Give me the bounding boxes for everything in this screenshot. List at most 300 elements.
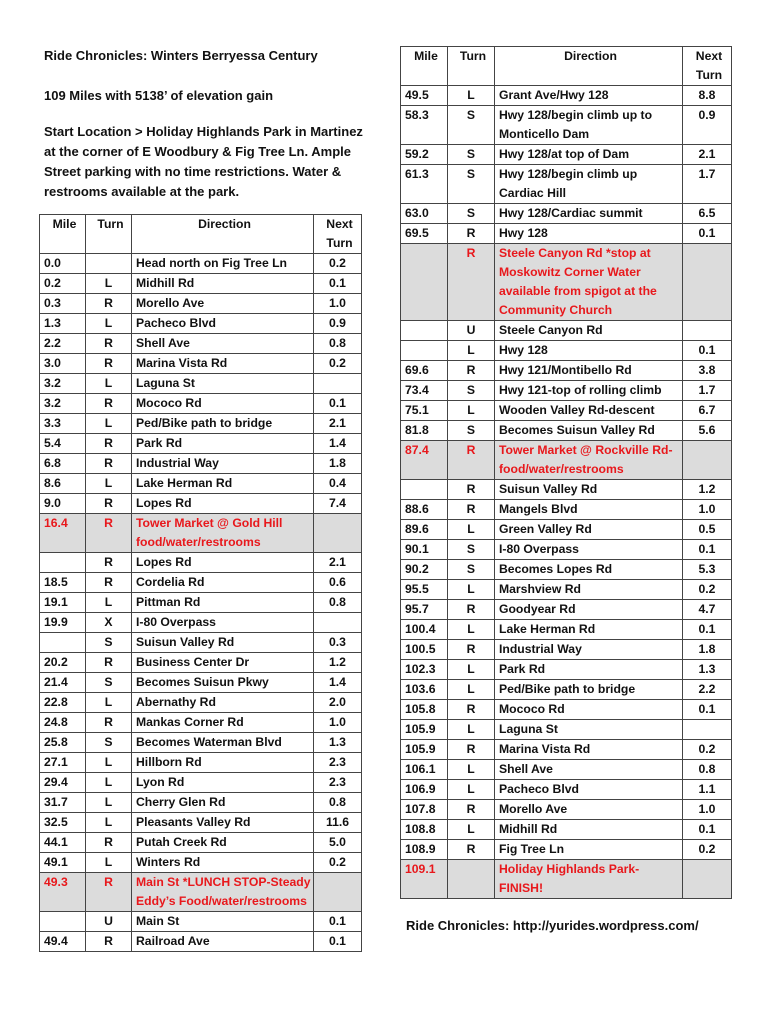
turn-cell: R bbox=[86, 334, 132, 354]
turn-cell: R bbox=[86, 354, 132, 374]
document-title: Ride Chronicles: Winters Berryessa Century bbox=[44, 48, 318, 63]
direction-cell: Mococo Rd bbox=[495, 700, 683, 720]
direction-cell: Railroad Ave bbox=[132, 932, 314, 952]
mile-cell: 6.8 bbox=[40, 454, 86, 474]
next-turn-cell: 0.1 bbox=[683, 341, 732, 361]
direction-cell: Winters Rd bbox=[132, 853, 314, 873]
next-turn-cell: 5.0 bbox=[314, 833, 362, 853]
mile-cell: 90.1 bbox=[401, 540, 448, 560]
mile-cell bbox=[40, 633, 86, 653]
mile-cell: 105.9 bbox=[401, 740, 448, 760]
direction-cell: Midhill Rd bbox=[132, 274, 314, 294]
highlight-row bbox=[401, 244, 732, 321]
turn-cell: U bbox=[86, 912, 132, 932]
direction-cell: Hwy 121/Montibello Rd bbox=[495, 361, 683, 381]
direction-cell: I-80 Overpass bbox=[132, 613, 314, 633]
next-turn-cell: 6.7 bbox=[683, 401, 732, 421]
next-turn-cell: 0.8 bbox=[314, 334, 362, 354]
table-row bbox=[40, 653, 362, 673]
next-turn-cell: 1.2 bbox=[314, 653, 362, 673]
header-mile: Mile bbox=[401, 47, 448, 86]
table-row bbox=[40, 593, 362, 613]
header-next-turn: Next Turn bbox=[314, 215, 362, 254]
table-row bbox=[40, 713, 362, 733]
turn-cell: S bbox=[448, 204, 495, 224]
mile-cell: 58.3 bbox=[401, 106, 448, 145]
mile-cell: 81.8 bbox=[401, 421, 448, 441]
mile-cell: 0.0 bbox=[40, 254, 86, 274]
next-turn-cell: 0.2 bbox=[683, 740, 732, 760]
mile-cell: 95.5 bbox=[401, 580, 448, 600]
turn-cell: S bbox=[448, 106, 495, 145]
table-row bbox=[40, 673, 362, 693]
mile-cell: 105.8 bbox=[401, 700, 448, 720]
highlight-row bbox=[401, 441, 732, 480]
direction-cell: Cordelia Rd bbox=[132, 573, 314, 593]
next-turn-cell bbox=[314, 514, 362, 553]
next-turn-cell: 2.3 bbox=[314, 753, 362, 773]
table-row bbox=[401, 620, 732, 640]
direction-cell: Morello Ave bbox=[495, 800, 683, 820]
table-row bbox=[40, 354, 362, 374]
turn-cell: L bbox=[448, 660, 495, 680]
direction-cell: Shell Ave bbox=[495, 760, 683, 780]
table-row bbox=[40, 314, 362, 334]
table-header-row bbox=[40, 215, 362, 254]
next-turn-cell: 1.0 bbox=[683, 500, 732, 520]
turn-cell: R bbox=[86, 573, 132, 593]
next-turn-cell: 0.8 bbox=[314, 593, 362, 613]
turn-cell: X bbox=[86, 613, 132, 633]
mile-cell bbox=[401, 341, 448, 361]
next-turn-cell: 0.5 bbox=[683, 520, 732, 540]
mile-cell: 100.4 bbox=[401, 620, 448, 640]
next-turn-cell: 6.5 bbox=[683, 204, 732, 224]
mile-cell bbox=[401, 480, 448, 500]
mile-cell: 89.6 bbox=[401, 520, 448, 540]
mile-cell: 49.4 bbox=[40, 932, 86, 952]
turn-cell: R bbox=[448, 800, 495, 820]
turn-cell: R bbox=[448, 740, 495, 760]
direction-cell: Becomes Suisun Valley Rd bbox=[495, 421, 683, 441]
next-turn-cell: 0.8 bbox=[314, 793, 362, 813]
mile-cell: 22.8 bbox=[40, 693, 86, 713]
next-turn-cell: 5.3 bbox=[683, 560, 732, 580]
turn-cell: R bbox=[86, 514, 132, 553]
mile-cell bbox=[40, 553, 86, 573]
table-row bbox=[40, 912, 362, 932]
direction-cell: Goodyear Rd bbox=[495, 600, 683, 620]
turn-cell: S bbox=[448, 165, 495, 204]
highlight-row bbox=[401, 860, 732, 899]
direction-cell: Lake Herman Rd bbox=[132, 474, 314, 494]
direction-cell: Pacheco Blvd bbox=[132, 314, 314, 334]
next-turn-cell: 1.4 bbox=[314, 434, 362, 454]
next-turn-cell: 1.7 bbox=[683, 165, 732, 204]
direction-cell: Mangels Blvd bbox=[495, 500, 683, 520]
direction-cell: Laguna St bbox=[495, 720, 683, 740]
table-row bbox=[401, 720, 732, 740]
turn-cell: R bbox=[448, 640, 495, 660]
turn-cell: R bbox=[86, 434, 132, 454]
mile-cell: 3.2 bbox=[40, 394, 86, 414]
turn-cell: S bbox=[86, 633, 132, 653]
direction-cell: Green Valley Rd bbox=[495, 520, 683, 540]
mile-cell: 29.4 bbox=[40, 773, 86, 793]
direction-cell: Lopes Rd bbox=[132, 553, 314, 573]
turn-cell: R bbox=[448, 500, 495, 520]
turn-cell bbox=[448, 860, 495, 899]
next-turn-cell: 1.0 bbox=[314, 294, 362, 314]
direction-cell: Hwy 121-top of rolling climb bbox=[495, 381, 683, 401]
turn-cell: L bbox=[448, 760, 495, 780]
direction-cell: Ped/Bike path to bridge bbox=[495, 680, 683, 700]
table-row bbox=[401, 520, 732, 540]
table-row bbox=[401, 740, 732, 760]
next-turn-cell: 1.7 bbox=[683, 381, 732, 401]
next-turn-cell: 0.2 bbox=[314, 254, 362, 274]
direction-cell: Head north on Fig Tree Ln bbox=[132, 254, 314, 274]
mile-cell: 31.7 bbox=[40, 793, 86, 813]
header-mile: Mile bbox=[40, 215, 86, 254]
next-turn-cell: 0.1 bbox=[314, 394, 362, 414]
mile-cell: 61.3 bbox=[401, 165, 448, 204]
next-turn-cell: 1.2 bbox=[683, 480, 732, 500]
next-turn-cell: 0.1 bbox=[314, 912, 362, 932]
next-turn-cell: 0.1 bbox=[683, 820, 732, 840]
direction-cell: Hwy 128/begin climb up to Monticello Dam bbox=[495, 106, 683, 145]
next-turn-cell: 0.2 bbox=[683, 840, 732, 860]
next-turn-cell: 0.2 bbox=[314, 853, 362, 873]
turn-cell bbox=[86, 254, 132, 274]
next-turn-cell: 1.3 bbox=[683, 660, 732, 680]
next-turn-cell: 1.8 bbox=[314, 454, 362, 474]
direction-cell: Holiday Highlands Park-FINISH! bbox=[495, 860, 683, 899]
turn-cell: R bbox=[86, 454, 132, 474]
mile-cell: 0.3 bbox=[40, 294, 86, 314]
direction-cell: Abernathy Rd bbox=[132, 693, 314, 713]
intro-block bbox=[44, 46, 374, 216]
mile-cell: 69.6 bbox=[401, 361, 448, 381]
direction-cell: Hwy 128 bbox=[495, 341, 683, 361]
direction-cell: Midhill Rd bbox=[495, 820, 683, 840]
next-turn-cell: 0.6 bbox=[314, 573, 362, 593]
turn-cell: L bbox=[448, 620, 495, 640]
direction-cell: Park Rd bbox=[495, 660, 683, 680]
table-row bbox=[401, 381, 732, 401]
mile-cell: 5.4 bbox=[40, 434, 86, 454]
mile-cell: 106.1 bbox=[401, 760, 448, 780]
next-turn-cell: 1.1 bbox=[683, 780, 732, 800]
mile-cell: 49.1 bbox=[40, 853, 86, 873]
next-turn-cell: 0.9 bbox=[314, 314, 362, 334]
mile-cell: 59.2 bbox=[401, 145, 448, 165]
table-row bbox=[40, 753, 362, 773]
table-row bbox=[401, 321, 732, 341]
header-turn: Turn bbox=[448, 47, 495, 86]
turn-cell: R bbox=[448, 361, 495, 381]
mile-cell: 105.9 bbox=[401, 720, 448, 740]
mile-cell bbox=[40, 912, 86, 932]
turn-cell: L bbox=[86, 274, 132, 294]
turn-cell: L bbox=[86, 813, 132, 833]
mile-cell: 3.3 bbox=[40, 414, 86, 434]
next-turn-cell: 0.1 bbox=[314, 274, 362, 294]
turn-cell: L bbox=[448, 341, 495, 361]
turn-cell: R bbox=[448, 600, 495, 620]
next-turn-cell: 2.3 bbox=[314, 773, 362, 793]
mile-cell: 9.0 bbox=[40, 494, 86, 514]
table-row bbox=[401, 600, 732, 620]
direction-cell: Marina Vista Rd bbox=[132, 354, 314, 374]
mile-cell bbox=[401, 244, 448, 321]
table-row bbox=[401, 401, 732, 421]
turn-cell: S bbox=[86, 733, 132, 753]
direction-cell: Laguna St bbox=[132, 374, 314, 394]
next-turn-cell: 1.3 bbox=[314, 733, 362, 753]
mile-cell: 32.5 bbox=[40, 813, 86, 833]
table-row bbox=[40, 932, 362, 952]
direction-cell: Cherry Glen Rd bbox=[132, 793, 314, 813]
mile-cell: 49.5 bbox=[401, 86, 448, 106]
table-row bbox=[40, 733, 362, 753]
turn-cell: R bbox=[86, 553, 132, 573]
mile-cell: 3.0 bbox=[40, 354, 86, 374]
next-turn-cell: 0.2 bbox=[683, 580, 732, 600]
mile-cell: 16.4 bbox=[40, 514, 86, 553]
turn-cell: R bbox=[86, 294, 132, 314]
table-row bbox=[40, 474, 362, 494]
mile-cell: 24.8 bbox=[40, 713, 86, 733]
table-row bbox=[40, 434, 362, 454]
turn-cell: R bbox=[448, 224, 495, 244]
mile-cell: 44.1 bbox=[40, 833, 86, 853]
table-row bbox=[40, 274, 362, 294]
turn-cell: R bbox=[448, 244, 495, 321]
direction-cell: Industrial Way bbox=[132, 454, 314, 474]
direction-cell: Mankas Corner Rd bbox=[132, 713, 314, 733]
table-row bbox=[401, 86, 732, 106]
distance-summary: 109 Miles with 5138’ of elevation gain bbox=[44, 88, 274, 103]
mile-cell: 8.6 bbox=[40, 474, 86, 494]
turn-cell: R bbox=[448, 441, 495, 480]
table-row bbox=[401, 421, 732, 441]
table-row bbox=[40, 813, 362, 833]
mile-cell: 27.1 bbox=[40, 753, 86, 773]
footer-credit: Ride Chronicles: http://yurides.wordpress.com/ bbox=[406, 918, 699, 933]
turn-cell: L bbox=[86, 474, 132, 494]
mile-cell: 3.2 bbox=[40, 374, 86, 394]
turn-cell: S bbox=[448, 540, 495, 560]
turn-cell: L bbox=[86, 793, 132, 813]
mile-cell: 88.6 bbox=[401, 500, 448, 520]
turn-cell: L bbox=[448, 780, 495, 800]
turn-cell: R bbox=[86, 932, 132, 952]
direction-cell: Marina Vista Rd bbox=[495, 740, 683, 760]
next-turn-cell: 2.1 bbox=[683, 145, 732, 165]
direction-cell: Hwy 128/at top of Dam bbox=[495, 145, 683, 165]
next-turn-cell: 5.6 bbox=[683, 421, 732, 441]
table-row bbox=[401, 660, 732, 680]
table-row bbox=[401, 840, 732, 860]
table-row bbox=[401, 106, 732, 145]
mile-cell bbox=[401, 321, 448, 341]
direction-cell: Lyon Rd bbox=[132, 773, 314, 793]
direction-cell: Steele Canyon Rd bbox=[495, 321, 683, 341]
direction-cell: Tower Market @ Gold Hill food/water/restrooms bbox=[132, 514, 314, 553]
turn-cell: R bbox=[86, 394, 132, 414]
direction-cell: Ped/Bike path to bridge bbox=[132, 414, 314, 434]
mile-cell: 108.9 bbox=[401, 840, 448, 860]
next-turn-cell: 0.2 bbox=[314, 354, 362, 374]
header-turn: Turn bbox=[86, 215, 132, 254]
next-turn-cell: 0.1 bbox=[683, 700, 732, 720]
table-row bbox=[40, 334, 362, 354]
next-turn-cell bbox=[314, 873, 362, 912]
next-turn-cell bbox=[683, 321, 732, 341]
direction-cell: Pittman Rd bbox=[132, 593, 314, 613]
table-row bbox=[40, 693, 362, 713]
table-header-row bbox=[401, 47, 732, 86]
turn-cell: L bbox=[86, 753, 132, 773]
next-turn-cell: 2.1 bbox=[314, 553, 362, 573]
direction-cell: Business Center Dr bbox=[132, 653, 314, 673]
mile-cell: 19.9 bbox=[40, 613, 86, 633]
turn-cell: R bbox=[448, 700, 495, 720]
turn-cell: L bbox=[86, 773, 132, 793]
turn-cell: L bbox=[448, 680, 495, 700]
direction-cell: Suisun Valley Rd bbox=[495, 480, 683, 500]
next-turn-cell: 8.8 bbox=[683, 86, 732, 106]
direction-cell: Lake Herman Rd bbox=[495, 620, 683, 640]
table-row bbox=[40, 633, 362, 653]
next-turn-cell: 1.0 bbox=[683, 800, 732, 820]
next-turn-cell bbox=[683, 860, 732, 899]
table-row bbox=[401, 780, 732, 800]
table-row bbox=[40, 454, 362, 474]
direction-cell: Hillborn Rd bbox=[132, 753, 314, 773]
header-direction: Direction bbox=[495, 47, 683, 86]
table-row bbox=[401, 361, 732, 381]
direction-cell: Hwy 128/begin climb up Cardiac Hill bbox=[495, 165, 683, 204]
table-row bbox=[40, 374, 362, 394]
table-row bbox=[401, 165, 732, 204]
mile-cell: 73.4 bbox=[401, 381, 448, 401]
mile-cell: 103.6 bbox=[401, 680, 448, 700]
table-row bbox=[401, 341, 732, 361]
table-row bbox=[40, 573, 362, 593]
next-turn-cell bbox=[683, 244, 732, 321]
direction-cell: Becomes Waterman Blvd bbox=[132, 733, 314, 753]
header-next-turn: Next Turn bbox=[683, 47, 732, 86]
direction-cell: Industrial Way bbox=[495, 640, 683, 660]
turn-cell: L bbox=[448, 720, 495, 740]
turn-cell: S bbox=[448, 560, 495, 580]
direction-cell: Main St bbox=[132, 912, 314, 932]
mile-cell: 18.5 bbox=[40, 573, 86, 593]
next-turn-cell: 2.0 bbox=[314, 693, 362, 713]
mile-cell: 108.8 bbox=[401, 820, 448, 840]
direction-cell: Tower Market @ Rockville Rd-food/water/restrooms bbox=[495, 441, 683, 480]
table-row bbox=[40, 494, 362, 514]
table-row bbox=[401, 145, 732, 165]
direction-cell: Steele Canyon Rd *stop at Moskowitz Corner Water available from spigot at the Community Church bbox=[495, 244, 683, 321]
turn-cell: L bbox=[448, 580, 495, 600]
next-turn-cell: 0.8 bbox=[683, 760, 732, 780]
turn-cell: R bbox=[86, 833, 132, 853]
direction-cell: Lopes Rd bbox=[132, 494, 314, 514]
next-turn-cell: 4.7 bbox=[683, 600, 732, 620]
mile-cell: 109.1 bbox=[401, 860, 448, 899]
direction-cell: Grant Ave/Hwy 128 bbox=[495, 86, 683, 106]
mile-cell: 106.9 bbox=[401, 780, 448, 800]
next-turn-cell: 2.1 bbox=[314, 414, 362, 434]
mile-cell: 19.1 bbox=[40, 593, 86, 613]
turn-cell: S bbox=[448, 145, 495, 165]
mile-cell: 25.8 bbox=[40, 733, 86, 753]
direction-cell: Fig Tree Ln bbox=[495, 840, 683, 860]
turn-cell: L bbox=[86, 853, 132, 873]
table-row bbox=[401, 760, 732, 780]
table-row bbox=[40, 414, 362, 434]
mile-cell: 107.8 bbox=[401, 800, 448, 820]
table-row bbox=[40, 833, 362, 853]
direction-cell: Becomes Suisun Pkwy bbox=[132, 673, 314, 693]
table-row bbox=[401, 640, 732, 660]
table-row bbox=[401, 560, 732, 580]
next-turn-cell: 7.4 bbox=[314, 494, 362, 514]
next-turn-cell bbox=[683, 441, 732, 480]
next-turn-cell: 0.1 bbox=[683, 620, 732, 640]
direction-cell: Hwy 128 bbox=[495, 224, 683, 244]
turn-cell: L bbox=[448, 520, 495, 540]
table-row bbox=[401, 540, 732, 560]
highlight-row bbox=[40, 514, 362, 553]
mile-cell: 1.3 bbox=[40, 314, 86, 334]
turn-cell: L bbox=[86, 414, 132, 434]
next-turn-cell: 11.6 bbox=[314, 813, 362, 833]
header-direction: Direction bbox=[132, 215, 314, 254]
turn-cell: L bbox=[448, 401, 495, 421]
table-row bbox=[401, 480, 732, 500]
table-row bbox=[401, 700, 732, 720]
turn-cell: L bbox=[448, 86, 495, 106]
mile-cell: 87.4 bbox=[401, 441, 448, 480]
direction-cell: Marshview Rd bbox=[495, 580, 683, 600]
table-row bbox=[401, 204, 732, 224]
turn-cell: R bbox=[86, 653, 132, 673]
direction-cell: Putah Creek Rd bbox=[132, 833, 314, 853]
turn-cell: R bbox=[448, 480, 495, 500]
next-turn-cell: 3.8 bbox=[683, 361, 732, 381]
next-turn-cell: 0.1 bbox=[683, 224, 732, 244]
table-row bbox=[401, 680, 732, 700]
turn-cell: R bbox=[86, 713, 132, 733]
direction-cell: Suisun Valley Rd bbox=[132, 633, 314, 653]
table-row bbox=[401, 500, 732, 520]
turn-cell: R bbox=[86, 494, 132, 514]
next-turn-cell: 0.9 bbox=[683, 106, 732, 145]
mile-cell: 75.1 bbox=[401, 401, 448, 421]
mile-cell: 49.3 bbox=[40, 873, 86, 912]
next-turn-cell: 0.1 bbox=[683, 540, 732, 560]
next-turn-cell bbox=[683, 720, 732, 740]
table-row bbox=[401, 820, 732, 840]
next-turn-cell: 0.3 bbox=[314, 633, 362, 653]
direction-cell: Mococo Rd bbox=[132, 394, 314, 414]
direction-cell: Main St *LUNCH STOP-Steady Eddy’s Food/water/restrooms bbox=[132, 873, 314, 912]
mile-cell: 63.0 bbox=[401, 204, 448, 224]
